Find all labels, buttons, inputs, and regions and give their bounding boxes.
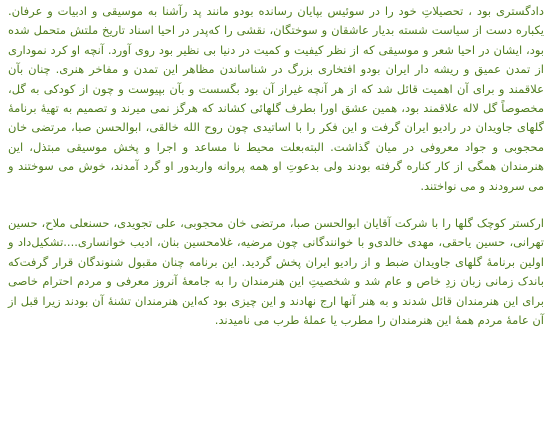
paragraph-2: ارکستر کوچک گلها را با شرکت آقایان ابوالحسن صبا، مرتضی خان محجوبی، علی تجویدی، حسنعلی ملاح، حسین تهرانی، حسین یاحقی، مهدی خالدی‌و با خوانندگانی چون مرضیه، غلامحسین بنان، ادیب خوانساری....تشکیل‌داد و اولین برنامهٔ گلهای جاویدان ضبط و از رادیو ایران پخش گردید. این برنامه چنان مقبول شنوندگان قرار گرفت‌که باندک زمانی زبان زدِ خاص و عام شد و شخصیتِ این هنرمندان را به جامعهٔ آنروز معرفی و مردم احترام خاصی برای این هنرمندان قائل شدند و به هنر آنها ارج نهادند و این چیزی بود که‌این هنرمندان تشنهٔ آن بودند زیرا قبل از آن عامهٔ مردم همهٔ این هنرمندان را مطرب یا عملهٔ طرب می نامیدند.: [8, 216, 544, 328]
paragraph-spacer: [8, 196, 544, 214]
paragraph-1: دادگستری بود ، تحصیلاتِ خود را در سوئیس بپایان رسانده بودو مانند پد رآشنا به موسیقی و ادبیات و عرفان. یکباره دست از سیاست شسته بدیار عاشقان و سوختگان، نقشی را که‌پدر در احیا اسناد تاریخ ملتش متحمل شده بود، ایشان در احیا شعر و موسیقی که از نظر کیفیت‌ و کمیت در دنیا بی نظیر بود روی آورد. آنچه او کرد نموداری از تمدن عمیق و ریشه دار ایران بودو افتخاری بزرگ در شناساندن مظاهر این تمدن و مفاخر هنری. چنان بآن علاقمند و برای آن اهمیت قائل شد که از هر آنچه غیراز آن بود بگسست و بآن بپیوست و چون از کودکی به گل، مخصوصاً گل لاله علاقمند بود، همین عشق اورا بطرف گلهائی کشاند که هرگز نمی میرند و تصمیم به تهیهٔ برنامهٔ گلهای جاویدان در رادیو ایران گرفت و این فکر را با اساتیدی چون روح الله خالقی، ابوالحسن صبا، مرتضی خان محجوبی و جواد معروفی در میان گذاشت. البته‌بعلت محیط نا مساعد و اجرا و پخش موسیقی مبتذل، این هنرمندان همگی از کار کناره گرفته بودند ولی بدعوتِ او همه پروانه واربدور او گرد آمدند، خوش می سوختند و می سرودند و می نواختند.: [8, 4, 544, 193]
